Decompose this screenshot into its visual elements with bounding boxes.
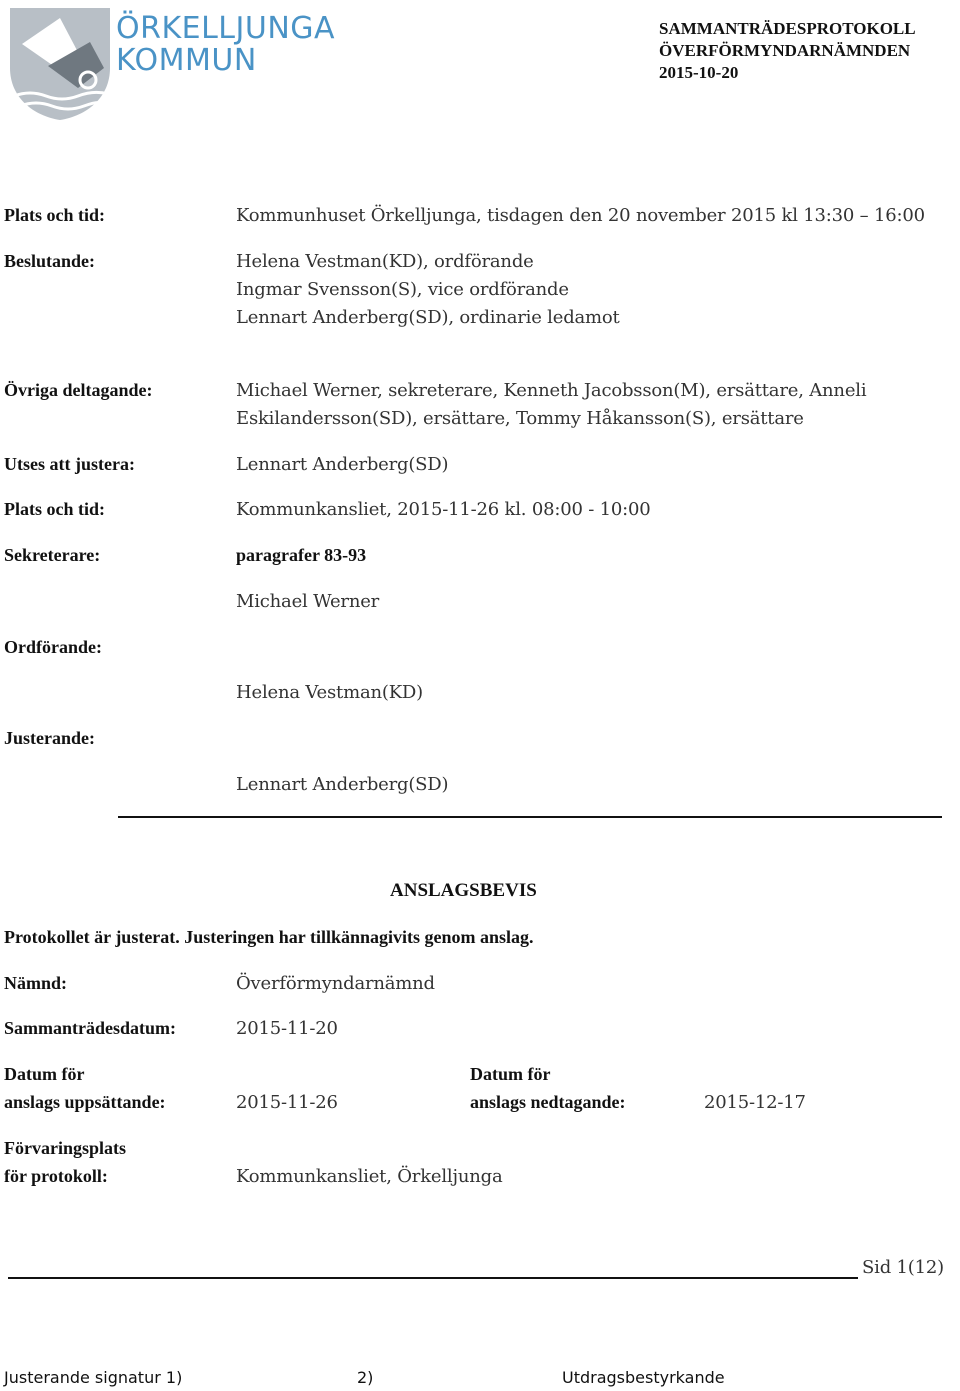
datum-value: 2015-11-20 [236,1018,338,1039]
page-signature-line [8,1277,858,1279]
page-number: Sid 1(12) [862,1257,944,1278]
footer-signatur-2: 2) [357,1368,374,1387]
plats2-value: Kommunkansliet, 2015-11-26 kl. 08:00 - 10:00 [236,499,651,520]
nedtagande-label-2: anslags nedtagande: [470,1092,626,1112]
anslag-statement: Protokollet är justerat. Justeringen har tillkännagivits genom anslag. [4,927,534,947]
forvaring-label-1: Förvaringsplats [4,1138,127,1158]
uppsattande-label-1: Datum för [4,1064,85,1084]
justerande-name: Lennart Anderberg(SD) [236,774,449,795]
footer-utdrag: Utdragsbestyrkande [562,1368,725,1387]
beslutande-member: Helena Vestman(KD), ordförande [236,251,534,272]
paragrafer: paragrafer 83-93 [236,545,367,565]
anslag-title: ANSLAGSBEVIS [390,880,537,901]
footer-signatur-1: Justerande signatur 1) [4,1368,183,1387]
ordforande-name: Helena Vestman(KD) [236,682,423,703]
document-type: SAMMANTRÄDESPROTOKOLL [659,19,916,38]
namnd-label: Nämnd: [4,973,68,993]
justerande-label: Justerande: [4,728,95,748]
utses-label: Utses att justera: [4,454,135,474]
utses-value: Lennart Anderberg(SD) [236,454,449,475]
ovriga-line: Eskilandersson(SD), ersättare, Tommy Håkansson(S), ersättare [236,408,804,429]
beslutande-member: Lennart Anderberg(SD), ordinarie ledamot [236,307,620,328]
header-date: 2015-10-20 [659,63,739,82]
nedtagande-label-1: Datum för [470,1064,551,1084]
forvaring-value: Kommunkansliet, Örkelljunga [236,1166,503,1187]
ovriga-line: Michael Werner, sekreterare, Kenneth Jacobsson(M), ersättare, Anneli [236,380,867,401]
nedtagande-value: 2015-12-17 [704,1092,806,1113]
uppsattande-label-2: anslags uppsättande: [4,1092,166,1112]
coat-of-arms-icon [8,6,112,122]
logo-line-2: KOMMUN [116,43,257,78]
beslutande-member: Ingmar Svensson(S), vice ordförande [236,279,569,300]
logo-line-1: ÖRKELLJUNGA [116,11,336,46]
forvaring-label-2: för protokoll: [4,1166,108,1186]
ordforande-label: Ordförande: [4,637,102,657]
plats-label: Plats och tid: [4,205,105,225]
section-divider [118,816,942,818]
sekreterare-label: Sekreterare: [4,545,101,565]
ovriga-label: Övriga deltagande: [4,380,153,400]
committee-name: ÖVERFÖRMYNDARNÄMNDEN [659,41,911,60]
sekreterare-name: Michael Werner [236,591,380,612]
plats-value: Kommunhuset Örkelljunga, tisdagen den 20 november 2015 kl 13:30 – 16:00 [236,205,925,226]
namnd-value: Överförmyndarnämnd [236,973,435,994]
plats2-label: Plats och tid: [4,499,105,519]
datum-label: Sammanträdesdatum: [4,1018,177,1038]
uppsattande-value: 2015-11-26 [236,1092,338,1113]
beslutande-label: Beslutande: [4,251,96,271]
